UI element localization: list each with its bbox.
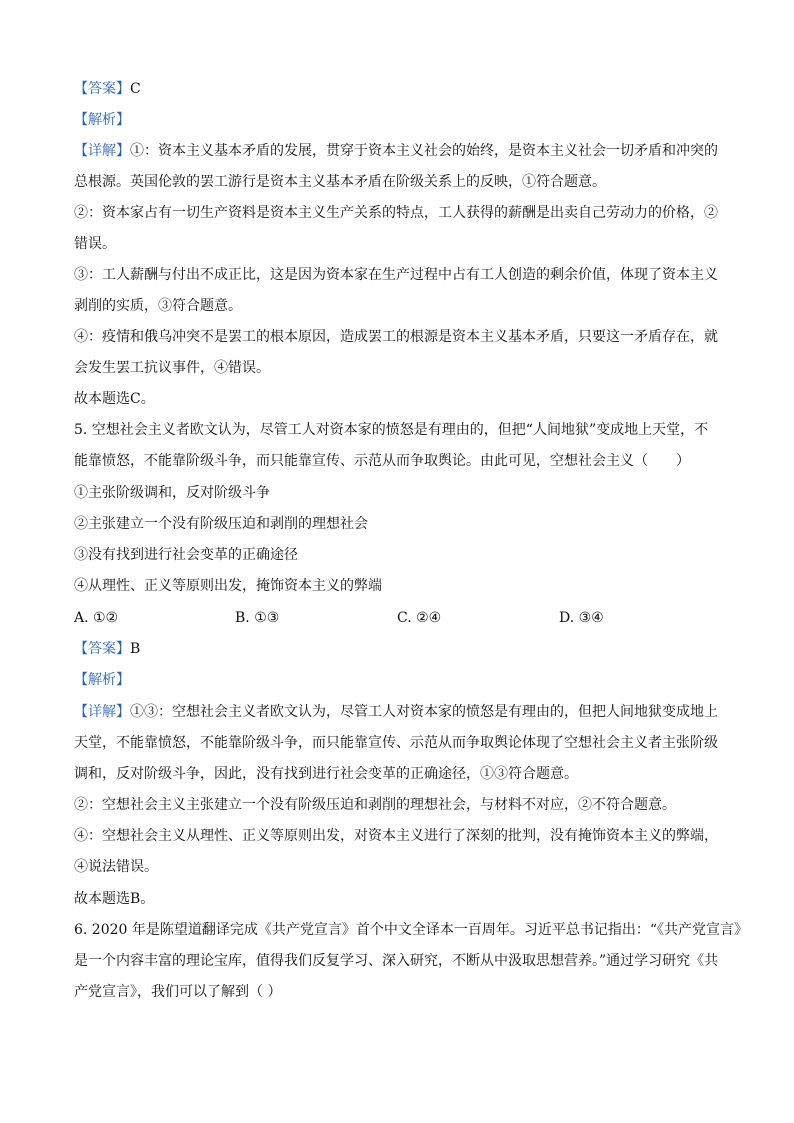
q5-detail-line: ④说法错误。 (74, 859, 158, 875)
q4-detail-line: ④：疫情和俄乌冲突不是罢工的根本原因，造成罢工的根源是资本主义基本矛盾，只要这一矛盾存在，就 (74, 329, 718, 345)
q6-stem-line: 产党宣言》，我们可以了解到（ ） (74, 984, 282, 1000)
answer-tag: 【答案】 (74, 641, 130, 657)
detail-tag: 【详解】 (74, 143, 130, 159)
q4-detail-line: 总根源。英国伦敦的罢工游行是资本主义基本矛盾在阶级关系上的反映，①符合题意。 (74, 174, 606, 190)
q4-detail-line: ③：工人薪酬与付出不成正比，这是因为资本家在生产过程中占有工人创造的剩余价值，体现了资本主义 (74, 267, 718, 283)
q4-detail-line (74, 142, 724, 160)
detail-text: ①③：空想社会主义者欧文认为，尽管工人对资本家的愤怒是有理由的，但把人间地狱变成地上 (130, 704, 718, 720)
q5-statement: ②主张建立一个没有阶级压迫和剥削的理想社会 (74, 516, 368, 532)
q5-option-d: D. ③④ (559, 610, 604, 626)
q5-statement: ①主张阶级调和，反对阶级斗争 (74, 485, 270, 501)
q5-detail-line: 天堂，不能靠愤怒，不能靠阶级斗争，而只能靠宣传、示范从而争取舆论体现了空想社会主义者主张阶级 (74, 735, 718, 751)
q6-stem-line: 6. 2020 年是陈望道翻译完成《共产党宣言》首个中文全译本一百周年。习近平总书记指出：“《共产党宣言》 (74, 922, 749, 938)
q4-answer (74, 80, 724, 98)
q5-analysis-tag: 【解析】 (74, 672, 130, 688)
answer-tag: 【答案】 (74, 81, 130, 97)
q5-detail-line: 调和，反对阶级斗争，因此，没有找到进行社会变革的正确途径，①③符合题意。 (74, 766, 578, 782)
q4-detail-line: 剥削的实质，③符合题意。 (74, 298, 242, 314)
q5-option-a: A. ①② (74, 610, 119, 626)
q4-conclusion: 故本题选C。 (74, 391, 155, 407)
q5-conclusion: 故本题选B。 (74, 891, 155, 907)
q5-detail-line: ④：空想社会主义从理性、正义等原则出发，对资本主义进行了深刻的批判，没有掩饰资本主义的弊端， (74, 828, 718, 844)
q6-stem-line: 是一个内容丰富的理论宝库，值得我们反复学习、深入研究，不断从中汲取思想营养。”通过学习研究《共 (74, 953, 719, 969)
q5-statement: ③没有找到进行社会变革的正确途径 (74, 547, 298, 563)
q4-detail-line: 错误。 (74, 236, 116, 252)
q5-detail-line (74, 703, 724, 721)
q4-detail-line: 会发生罢工抗议事件，④错误。 (74, 360, 270, 376)
q5-stem-line: 5. 空想社会主义者欧文认为，尽管工人对资本家的愤怒是有理由的，但把“人间地狱”变成地上天堂，不 (74, 422, 709, 438)
q5-stem-line: 能靠愤怒，不能靠阶级斗争，而只能靠宣传、示范从而争取舆论。由此可见，空想社会主义（ ） (74, 453, 690, 469)
q5-answer (74, 640, 724, 658)
q5-option-b: B. ①③ (235, 610, 280, 626)
answer-value: C (130, 81, 141, 97)
q5-detail-line: ②：空想社会主义主张建立一个没有阶级压迫和剥削的理想社会，与材料不对应，②不符合题意。 (74, 797, 676, 813)
q4-detail-line: ②：资本家占有一切生产资料是资本主义生产关系的特点，工人获得的薪酬是出卖自己劳动力的价格，② (74, 205, 718, 221)
q5-option-c: C. ②④ (397, 610, 442, 626)
answer-value: B (130, 641, 141, 657)
q5-statement: ④从理性、正义等原则出发，掩饰资本主义的弊端 (74, 578, 382, 594)
q4-analysis-tag: 【解析】 (74, 112, 130, 128)
detail-tag: 【详解】 (74, 704, 130, 720)
detail-text: ①：资本主义基本矛盾的发展，贯穿于资本主义社会的始终，是资本主义社会一切矛盾和冲突的 (130, 143, 718, 159)
